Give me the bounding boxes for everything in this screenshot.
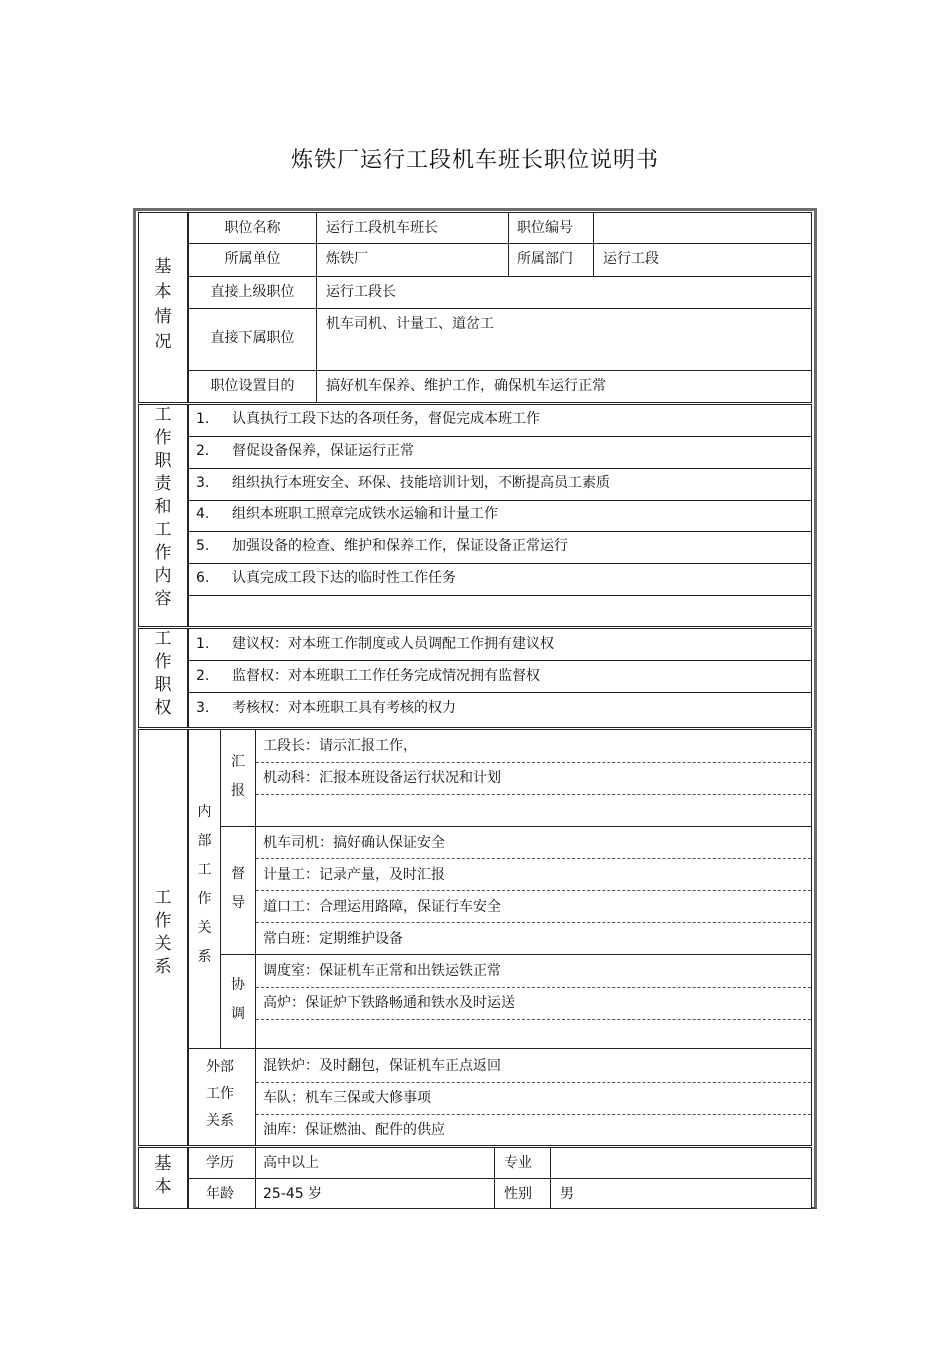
internal-relations-label: 内 部 工 作 关 系 (197, 804, 212, 965)
duty-row (188, 404, 812, 437)
duty-row (188, 500, 812, 532)
supervise-item: 计量工：记录产量，及时汇报 (263, 867, 445, 883)
dept-label: 所属部门 (517, 251, 573, 267)
duty-text: 认真执行工段下达的各项任务，督促完成本班工作 (232, 411, 540, 427)
coord-list (255, 954, 812, 1049)
age-value: 25-45 岁 (263, 1186, 323, 1202)
duty-number: 2. (196, 443, 210, 459)
sub-value: 机车司机、计量工、道岔工 (326, 316, 494, 332)
duty-number: 5. (196, 538, 210, 554)
section-authority-label: 工 作 职 权 (154, 629, 172, 718)
pos-name-value: 运行工段机车班长 (326, 220, 438, 236)
supervise-item: 常白班：定期维护设备 (263, 931, 403, 947)
authority-row (188, 660, 812, 693)
age-label: 年龄 (206, 1186, 234, 1202)
purpose-label-cell (188, 370, 317, 403)
purpose-cell (316, 370, 812, 403)
unit-value: 炼铁厂 (326, 251, 368, 267)
internal-relations-label-cell (188, 729, 221, 1049)
pos-name-cell (316, 212, 509, 244)
edu-label: 学历 (206, 1155, 234, 1171)
external-list (255, 1048, 812, 1146)
age-cell (255, 1178, 495, 1209)
pos-name-label: 职位名称 (224, 220, 281, 236)
superior-label: 直接上级职位 (210, 284, 295, 300)
duty-text: 督促设备保养，保证运行正常 (232, 443, 414, 459)
duty-number: 1. (196, 411, 210, 427)
duty-row (188, 468, 812, 501)
section-qualify-label: 基 本 (154, 1154, 172, 1197)
authority-row (188, 628, 812, 661)
page-title: 炼铁厂运行工段机车班长职位说明书 (290, 148, 659, 173)
authority-text: 建议权：对本班工作制度或人员调配工作拥有建议权 (232, 636, 554, 652)
edu-value: 高中以上 (263, 1155, 319, 1171)
supervise-list (255, 826, 812, 955)
external-relations-label: 外部 工作 关系 (206, 1059, 234, 1129)
edu-label-cell (188, 1147, 256, 1179)
duty-text: 加强设备的检查、维护和保养工作，保证设备正常运行 (232, 538, 568, 554)
duty-row (188, 563, 812, 596)
duty-row (188, 436, 812, 469)
supervise-item: 道口工：合理运用路障，保证行车安全 (263, 899, 501, 915)
superior-value: 运行工段长 (326, 284, 396, 300)
section-basic (138, 212, 188, 403)
sex-value: 男 (560, 1186, 574, 1202)
report-list (255, 729, 812, 827)
section-authority (138, 628, 188, 728)
section-duties-label: 工 作 职 责 和 工 作 内 容 (154, 405, 172, 609)
authority-number: 3. (196, 700, 210, 716)
unit-cell (316, 243, 509, 277)
purpose-value: 搞好机车保养、维护工作，确保机车运行正常 (326, 378, 606, 394)
duty-text: 组织本班职工照章完成铁水运输和计量工作 (232, 506, 498, 522)
authority-text: 监督权：对本班职工工作任务完成情况拥有监督权 (232, 668, 540, 684)
pos-name-label-cell (188, 212, 317, 244)
major-label: 专业 (504, 1155, 532, 1171)
coord-label-cell (220, 954, 256, 1049)
section-duties (138, 404, 188, 627)
duty-text: 组织执行本班安全、环保、技能培训计划，不断提高员工素质 (232, 475, 610, 491)
duty-number: 4. (196, 506, 210, 522)
coord-item: 高炉：保证炉下铁路畅通和铁水及时运送 (263, 995, 515, 1011)
edu-cell (255, 1147, 495, 1179)
dept-cell (593, 243, 812, 277)
report-item: 机动科：汇报本班设备运行状况和计划 (263, 770, 501, 786)
supervise-item: 机车司机：搞好确认保证安全 (263, 835, 445, 851)
supervise-label: 督 导 (231, 866, 245, 911)
coord-label: 协 调 (231, 977, 245, 1022)
report-item: 工段长：请示汇报工作， (263, 738, 417, 754)
coord-item: 调度室：保证机车正常和出铁运铁正常 (263, 963, 501, 979)
external-item: 混铁炉：及时翻包，保证机车正点返回 (263, 1058, 501, 1074)
dept-value: 运行工段 (603, 251, 659, 267)
unit-label-cell (188, 243, 317, 277)
external-relations-label-cell (188, 1048, 256, 1146)
external-item: 油库：保证燃油、配件的供应 (263, 1122, 445, 1138)
sub-label-cell (188, 308, 317, 371)
duty-text: 认真完成工段下达的临时性工作任务 (232, 570, 456, 586)
supervise-label-cell (220, 826, 256, 955)
unit-label: 所属单位 (224, 251, 281, 267)
pos-no-label-cell (508, 212, 594, 244)
sex-cell (550, 1178, 812, 1209)
major-cell (550, 1147, 812, 1179)
age-label-cell (188, 1178, 256, 1209)
external-item: 车队：机车三保或大修事项 (263, 1090, 431, 1106)
section-qualify (138, 1147, 188, 1209)
section-relations (138, 729, 188, 1146)
major-label-cell (494, 1147, 551, 1179)
sub-label: 直接下属职位 (210, 330, 295, 346)
authority-number: 1. (196, 636, 210, 652)
authority-number: 2. (196, 668, 210, 684)
duty-number: 6. (196, 570, 210, 586)
pos-no-label: 职位编号 (517, 220, 573, 236)
superior-cell (316, 276, 812, 309)
report-label: 汇 报 (231, 754, 245, 799)
dept-label-cell (508, 243, 594, 277)
section-relations-label: 工 作 关 系 (154, 888, 172, 977)
sub-cell (316, 308, 812, 371)
duty-row-empty (188, 595, 812, 627)
duty-number: 3. (196, 475, 210, 491)
authority-text: 考核权：对本班职工具有考核的权力 (232, 700, 456, 716)
pos-no-cell (593, 212, 812, 244)
sex-label: 性别 (504, 1186, 532, 1202)
authority-row (188, 692, 812, 728)
sex-label-cell (494, 1178, 551, 1209)
report-label-cell (220, 729, 256, 827)
duty-row (188, 531, 812, 564)
superior-label-cell (188, 276, 317, 309)
purpose-label: 职位设置目的 (210, 378, 295, 394)
section-basic-label: 基 本 情 况 (154, 257, 172, 352)
